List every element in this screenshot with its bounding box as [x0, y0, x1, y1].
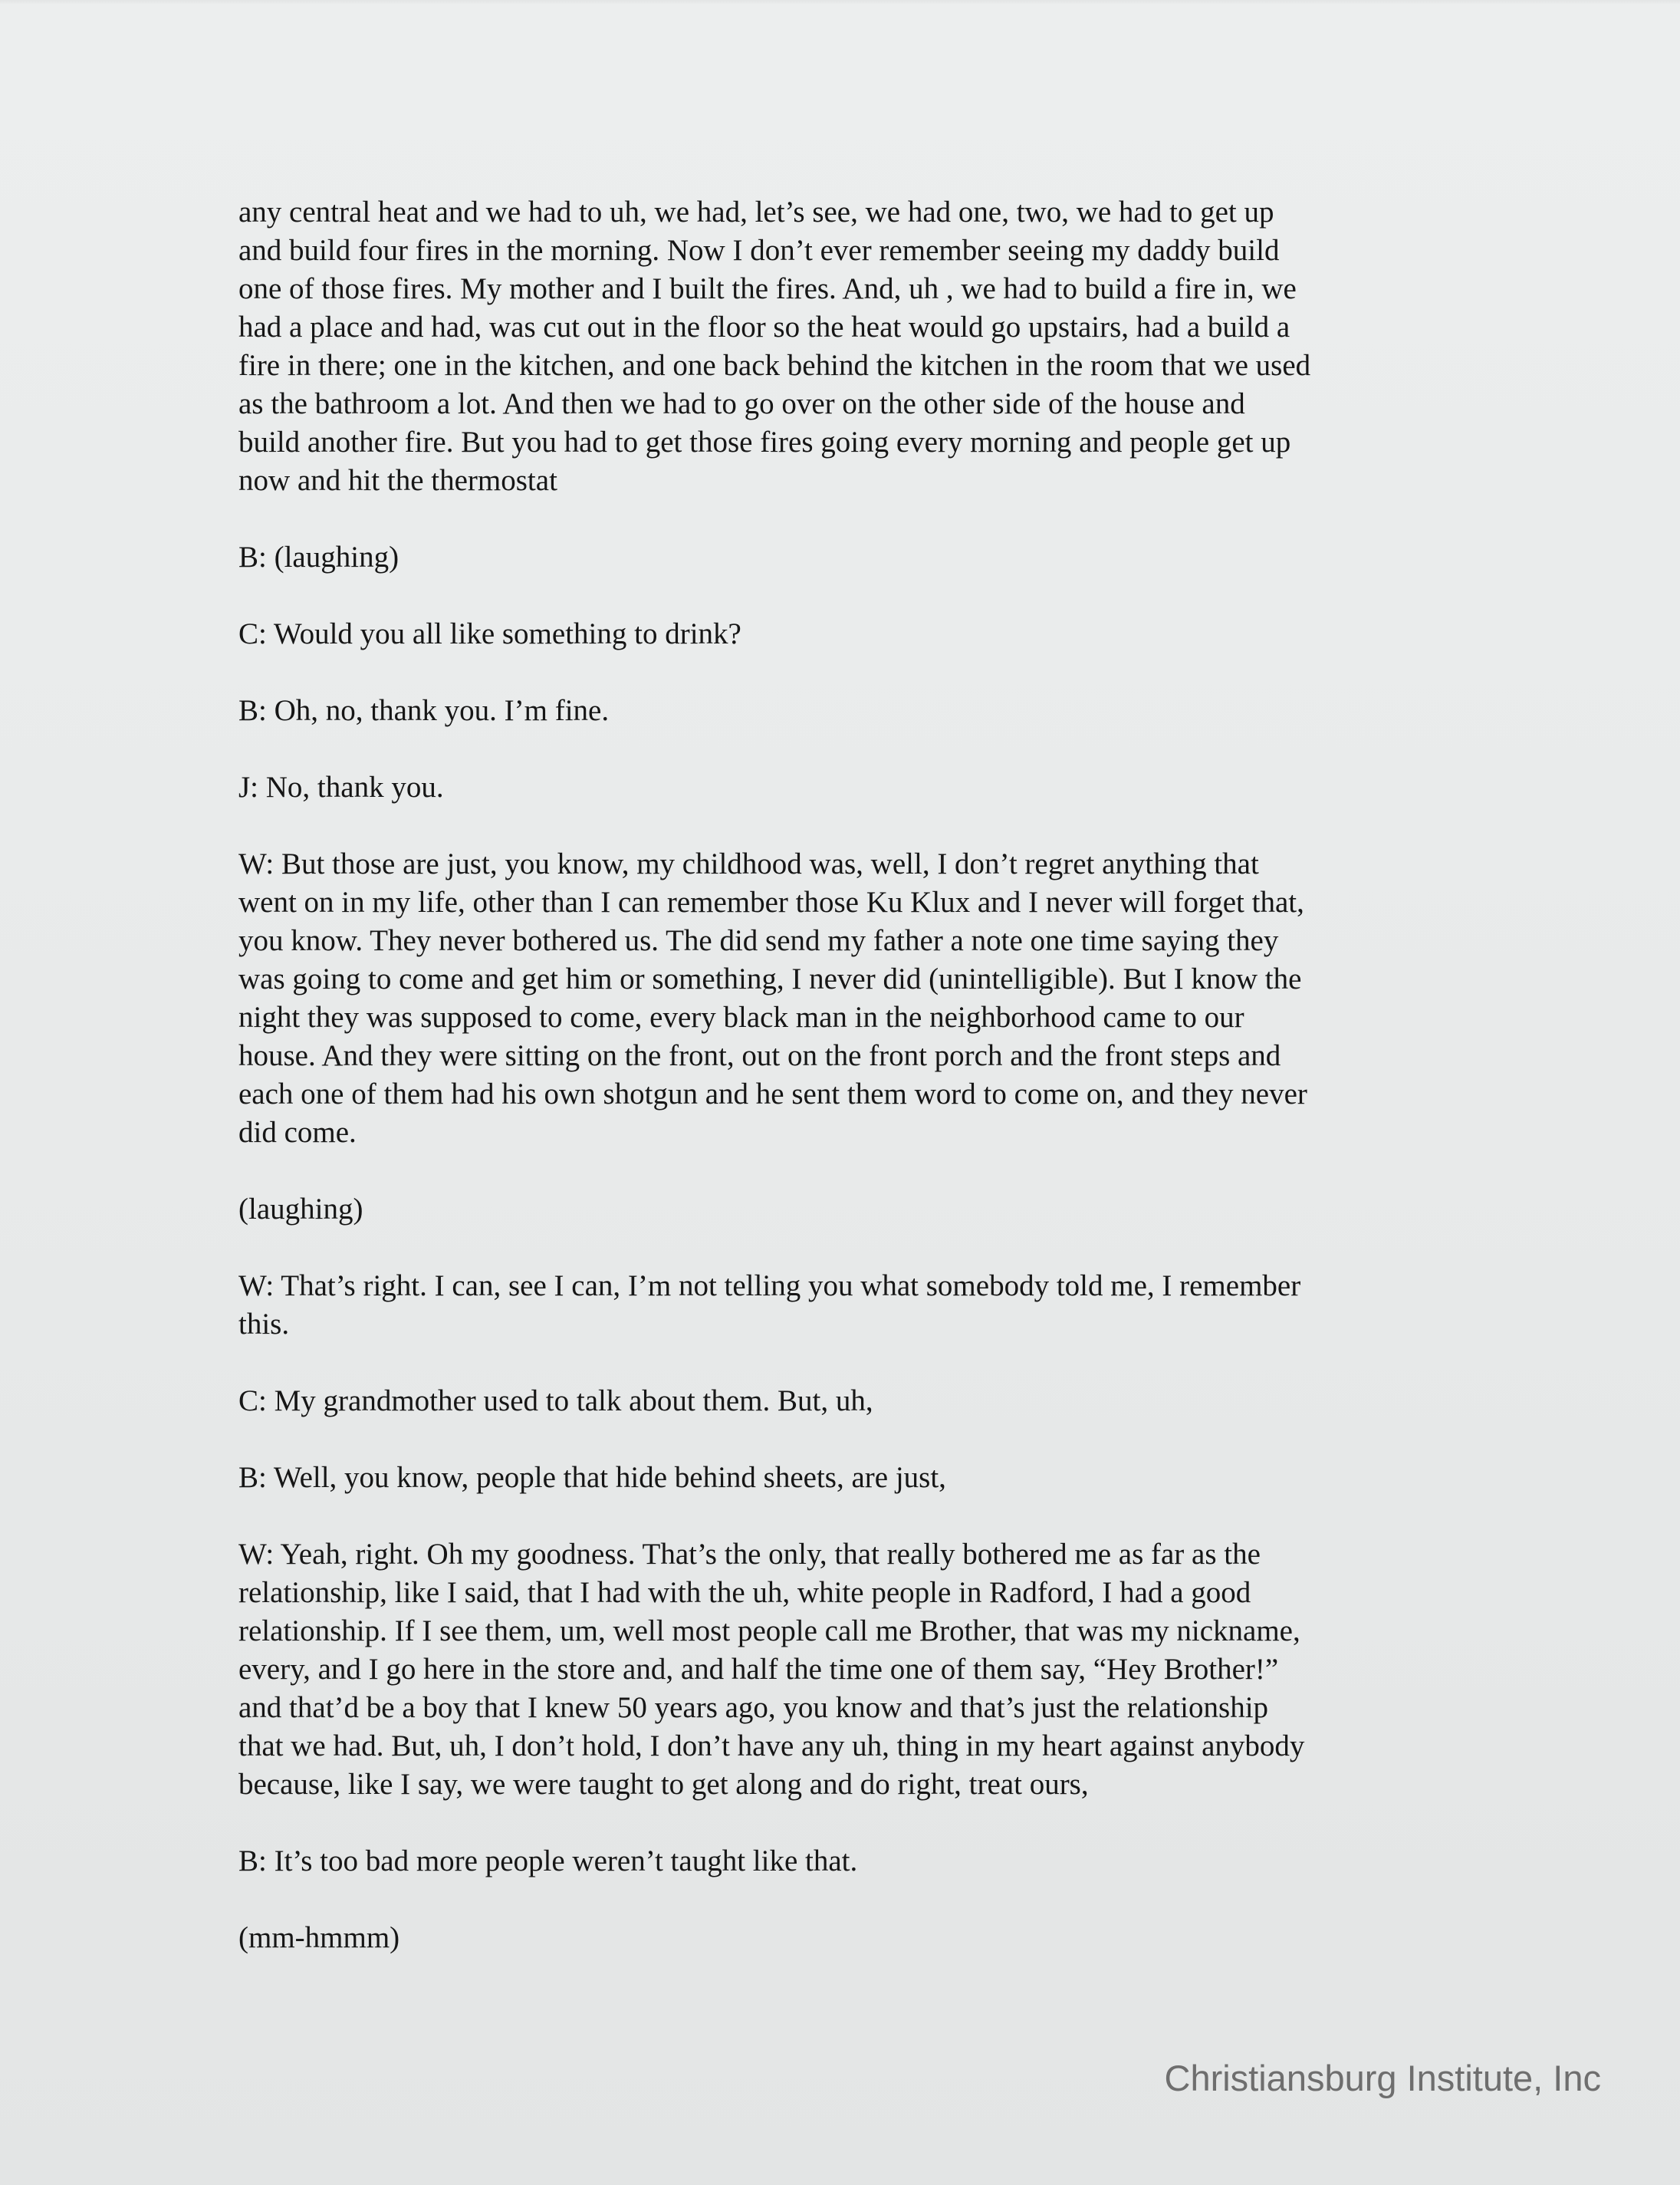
- text-line: went on in my life, other than I can remember those Ku Klux and I never will forget that,: [238, 886, 1304, 919]
- watermark-institution: Christiansburg Institute, Inc: [1164, 2058, 1601, 2098]
- paragraph-b-sheets: [238, 1459, 1450, 1497]
- text-line: W: Yeah, right. Oh my goodness. That’s the only, that really bothered me as far as the: [238, 1538, 1261, 1571]
- text-line: this.: [238, 1308, 290, 1341]
- paragraph-w-remember: [238, 1267, 1450, 1344]
- text-line: W: That’s right. I can, see I can, I’m not telling you what somebody told me, I remember: [238, 1269, 1301, 1302]
- text-line: because, like I say, we were taught to get along and do right, treat ours,: [238, 1768, 1089, 1801]
- text-line: had a place and had, was cut out in the floor so the heat would go upstairs, had a build a: [238, 311, 1290, 344]
- text-line: B: Well, you know, people that hide behind sheets, are just,: [238, 1461, 946, 1494]
- paragraph-b-laughing: [238, 538, 1450, 577]
- text-line: (mm-hmmm): [238, 1921, 400, 1954]
- paragraph-fires: [238, 193, 1450, 500]
- paragraph-b-fine: [238, 692, 1450, 730]
- text-line: that we had. But, uh, I don’t hold, I don’t have any uh, thing in my heart against anybody: [238, 1729, 1305, 1762]
- text-line: you know. They never bothered us. The did send my father a note one time saying they: [238, 924, 1279, 957]
- paragraph-j-no-thanks: [238, 768, 1450, 807]
- text-line: W: But those are just, you know, my childhood was, well, I don’t regret anything that: [238, 847, 1259, 880]
- text-line: any central heat and we had to uh, we had, let’s see, we had one, two, we had to get up: [238, 196, 1274, 229]
- paragraph-w-childhood: [238, 845, 1450, 1152]
- text-line: every, and I go here in the store and, and half the time one of them say, “Hey Brother!”: [238, 1653, 1279, 1686]
- paragraph-w-relationship: [238, 1535, 1450, 1804]
- text-line: each one of them had his own shotgun and he sent them word to come on, and they never: [238, 1078, 1307, 1111]
- page-edge-shadow: [0, 0, 1680, 5]
- text-line: (laughing): [238, 1193, 363, 1226]
- text-line: was going to come and get him or something, I never did (unintelligible). But I know the: [238, 963, 1302, 995]
- text-line: B: Oh, no, thank you. I’m fine.: [238, 694, 610, 727]
- text-line: relationship, like I said, that I had with the uh, white people in Radford, I had a good: [238, 1576, 1251, 1609]
- paragraph-b-too-bad: [238, 1842, 1450, 1881]
- text-line: one of those fires. My mother and I built the fires. And, uh , we had to build a fire in, we: [238, 272, 1297, 305]
- transcript-body: [238, 193, 1450, 1996]
- text-line: relationship. If I see them, um, well most people call me Brother, that was my nickname,: [238, 1614, 1300, 1647]
- text-line: and build four fires in the morning. Now I don’t ever remember seeing my daddy build: [238, 234, 1280, 267]
- text-line: C: My grandmother used to talk about them. But, uh,: [238, 1384, 873, 1417]
- text-line: B: It’s too bad more people weren’t taught like that.: [238, 1844, 858, 1877]
- text-line: C: Would you all like something to drink?: [238, 617, 741, 650]
- text-line: B: (laughing): [238, 541, 399, 574]
- text-line: as the bathroom a lot. And then we had to go over on the other side of the house and: [238, 387, 1245, 420]
- text-line: build another fire. But you had to get those fires going every morning and people get up: [238, 426, 1291, 459]
- text-line: did come.: [238, 1116, 357, 1149]
- paragraph-c-grandmother: [238, 1382, 1450, 1420]
- text-line: night they was supposed to come, every black man in the neighborhood came to our: [238, 1001, 1244, 1034]
- paragraph-laughing: [238, 1190, 1450, 1229]
- text-line: house. And they were sitting on the front, out on the front porch and the front steps and: [238, 1039, 1281, 1072]
- paragraph-c-drink: [238, 615, 1450, 653]
- text-line: and that’d be a boy that I knew 50 years ago, you know and that’s just the relationship: [238, 1691, 1269, 1724]
- text-line: now and hit the thermostat: [238, 464, 557, 497]
- text-line: fire in there; one in the kitchen, and one back behind the kitchen in the room that we used: [238, 349, 1311, 382]
- paragraph-mm-hmmm: [238, 1919, 1450, 1957]
- text-line: J: No, thank you.: [238, 771, 444, 804]
